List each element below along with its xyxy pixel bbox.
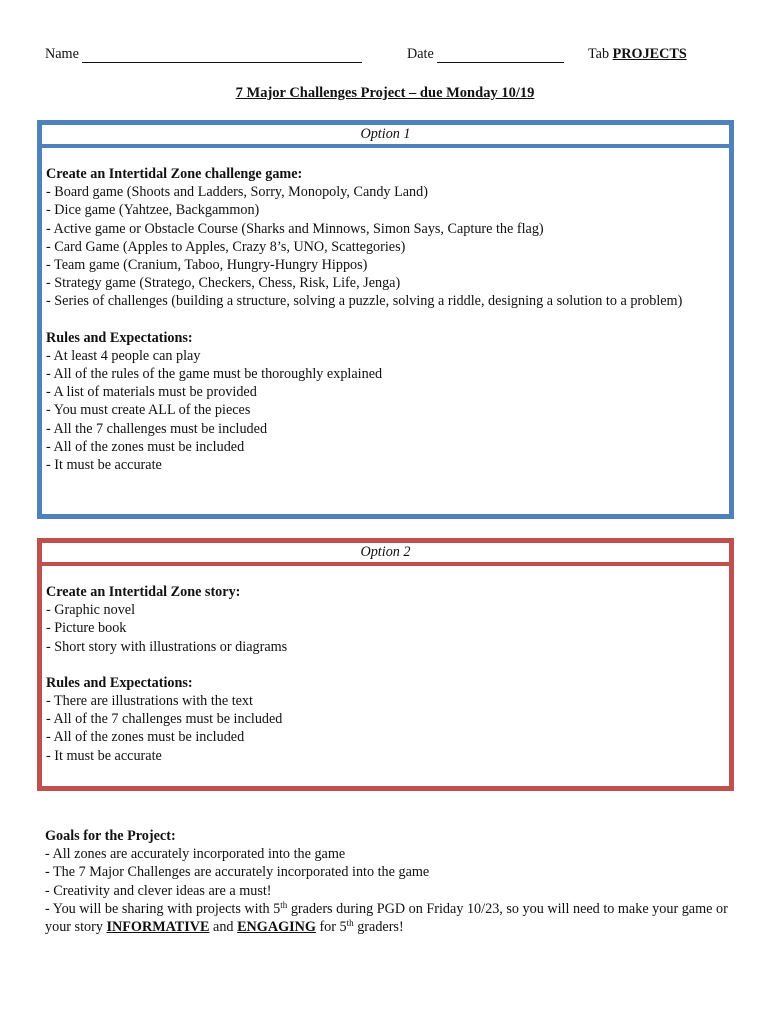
option-1-label: Option 1 [42, 125, 729, 148]
rule-item: - All of the zones must be included [46, 438, 245, 455]
rule-item: - All of the 7 challenges must be included [46, 711, 283, 728]
goal-text: graders! [353, 919, 404, 936]
rule-item: - All of the zones must be included [46, 729, 245, 746]
name-field [45, 46, 362, 63]
option-1-box [37, 120, 734, 519]
option-1-body [42, 148, 729, 474]
emphasis-informative: INFORMATIVE [106, 919, 210, 936]
goal-text: - You will be sharing with projects with 5 [45, 900, 281, 917]
rule-item: - A list of materials must be provided [46, 384, 257, 401]
goal-item: - All zones are accurately incorporated into the game [45, 846, 346, 863]
name-blank-line[interactable] [82, 49, 362, 63]
rule-item: - It must be accurate [46, 747, 162, 764]
goals-heading: Goals for the Project: [45, 828, 176, 844]
header-fields [45, 46, 730, 66]
goal-item: - Creativity and clever ideas are a must! [45, 882, 272, 899]
rule-item: - All the 7 challenges must be included [46, 420, 268, 437]
option-item: - Short story with illustrations or diagrams [46, 638, 288, 655]
goal-item: - The 7 Major Challenges are accurately incorporated into the game [45, 864, 430, 881]
tab-field [588, 46, 687, 63]
rule-item: - At least 4 people can play [46, 347, 201, 364]
option-2-heading: Create an Intertidal Zone story: [46, 584, 241, 600]
option-item: - Strategy game (Stratego, Checkers, Chess, Risk, Life, Jenga) [46, 275, 401, 292]
option-1-rules-heading: Rules and Expectations: [46, 329, 193, 346]
option-item: - Picture book [46, 620, 127, 637]
option-item: - Team game (Cranium, Taboo, Hungry-Hungry Hippos) [46, 257, 368, 274]
date-field [407, 46, 564, 63]
option-item: - Board game (Shoots and Ladders, Sorry, Monopoly, Candy Land) [46, 184, 428, 201]
tab-value: PROJECTS [612, 46, 687, 62]
page-title: 7 Major Challenges Project – due Monday 10/19 [235, 85, 535, 101]
rule-item: - All of the rules of the game must be thoroughly explained [46, 366, 383, 383]
goal-item-sharing [45, 900, 735, 936]
date-label: Date [407, 46, 434, 62]
option-item: - Graphic novel [46, 602, 136, 619]
goal-text: graders during PGD on Friday 10/23, so you will need to make your game or your story [45, 900, 728, 936]
option-item: - Card Game (Apples to Apples, Crazy 8’s, UNO, Scattegories) [46, 238, 406, 255]
option-item: - Series of challenges (building a structure, solving a puzzle, solving a riddle, designing a solution to a problem) [46, 293, 683, 310]
option-2-rules-heading: Rules and Expectations: [46, 674, 193, 691]
superscript-th: th [280, 899, 288, 910]
tab-label: Tab [588, 46, 610, 62]
date-blank-line[interactable] [437, 49, 564, 63]
superscript-th: th [346, 918, 354, 929]
option-2-body [42, 566, 729, 765]
option-2-box [37, 538, 734, 791]
option-2-label: Option 2 [42, 543, 729, 566]
option-1-heading: Create an Intertidal Zone challenge game: [46, 166, 303, 182]
rule-item: - You must create ALL of the pieces [46, 402, 251, 419]
option-item: - Active game or Obstacle Course (Sharks and Minnows, Simon Says, Capture the flag) [46, 220, 544, 237]
goal-text: and [209, 919, 238, 936]
goal-text: for 5 [315, 919, 347, 936]
goals-section [45, 827, 735, 936]
rule-item: - There are illustrations with the text [46, 693, 253, 710]
name-label: Name [45, 46, 79, 62]
option-item: - Dice game (Yahtzee, Backgammon) [46, 202, 260, 219]
emphasis-engaging: ENGAGING [237, 919, 316, 936]
rule-item: - It must be accurate [46, 457, 162, 474]
